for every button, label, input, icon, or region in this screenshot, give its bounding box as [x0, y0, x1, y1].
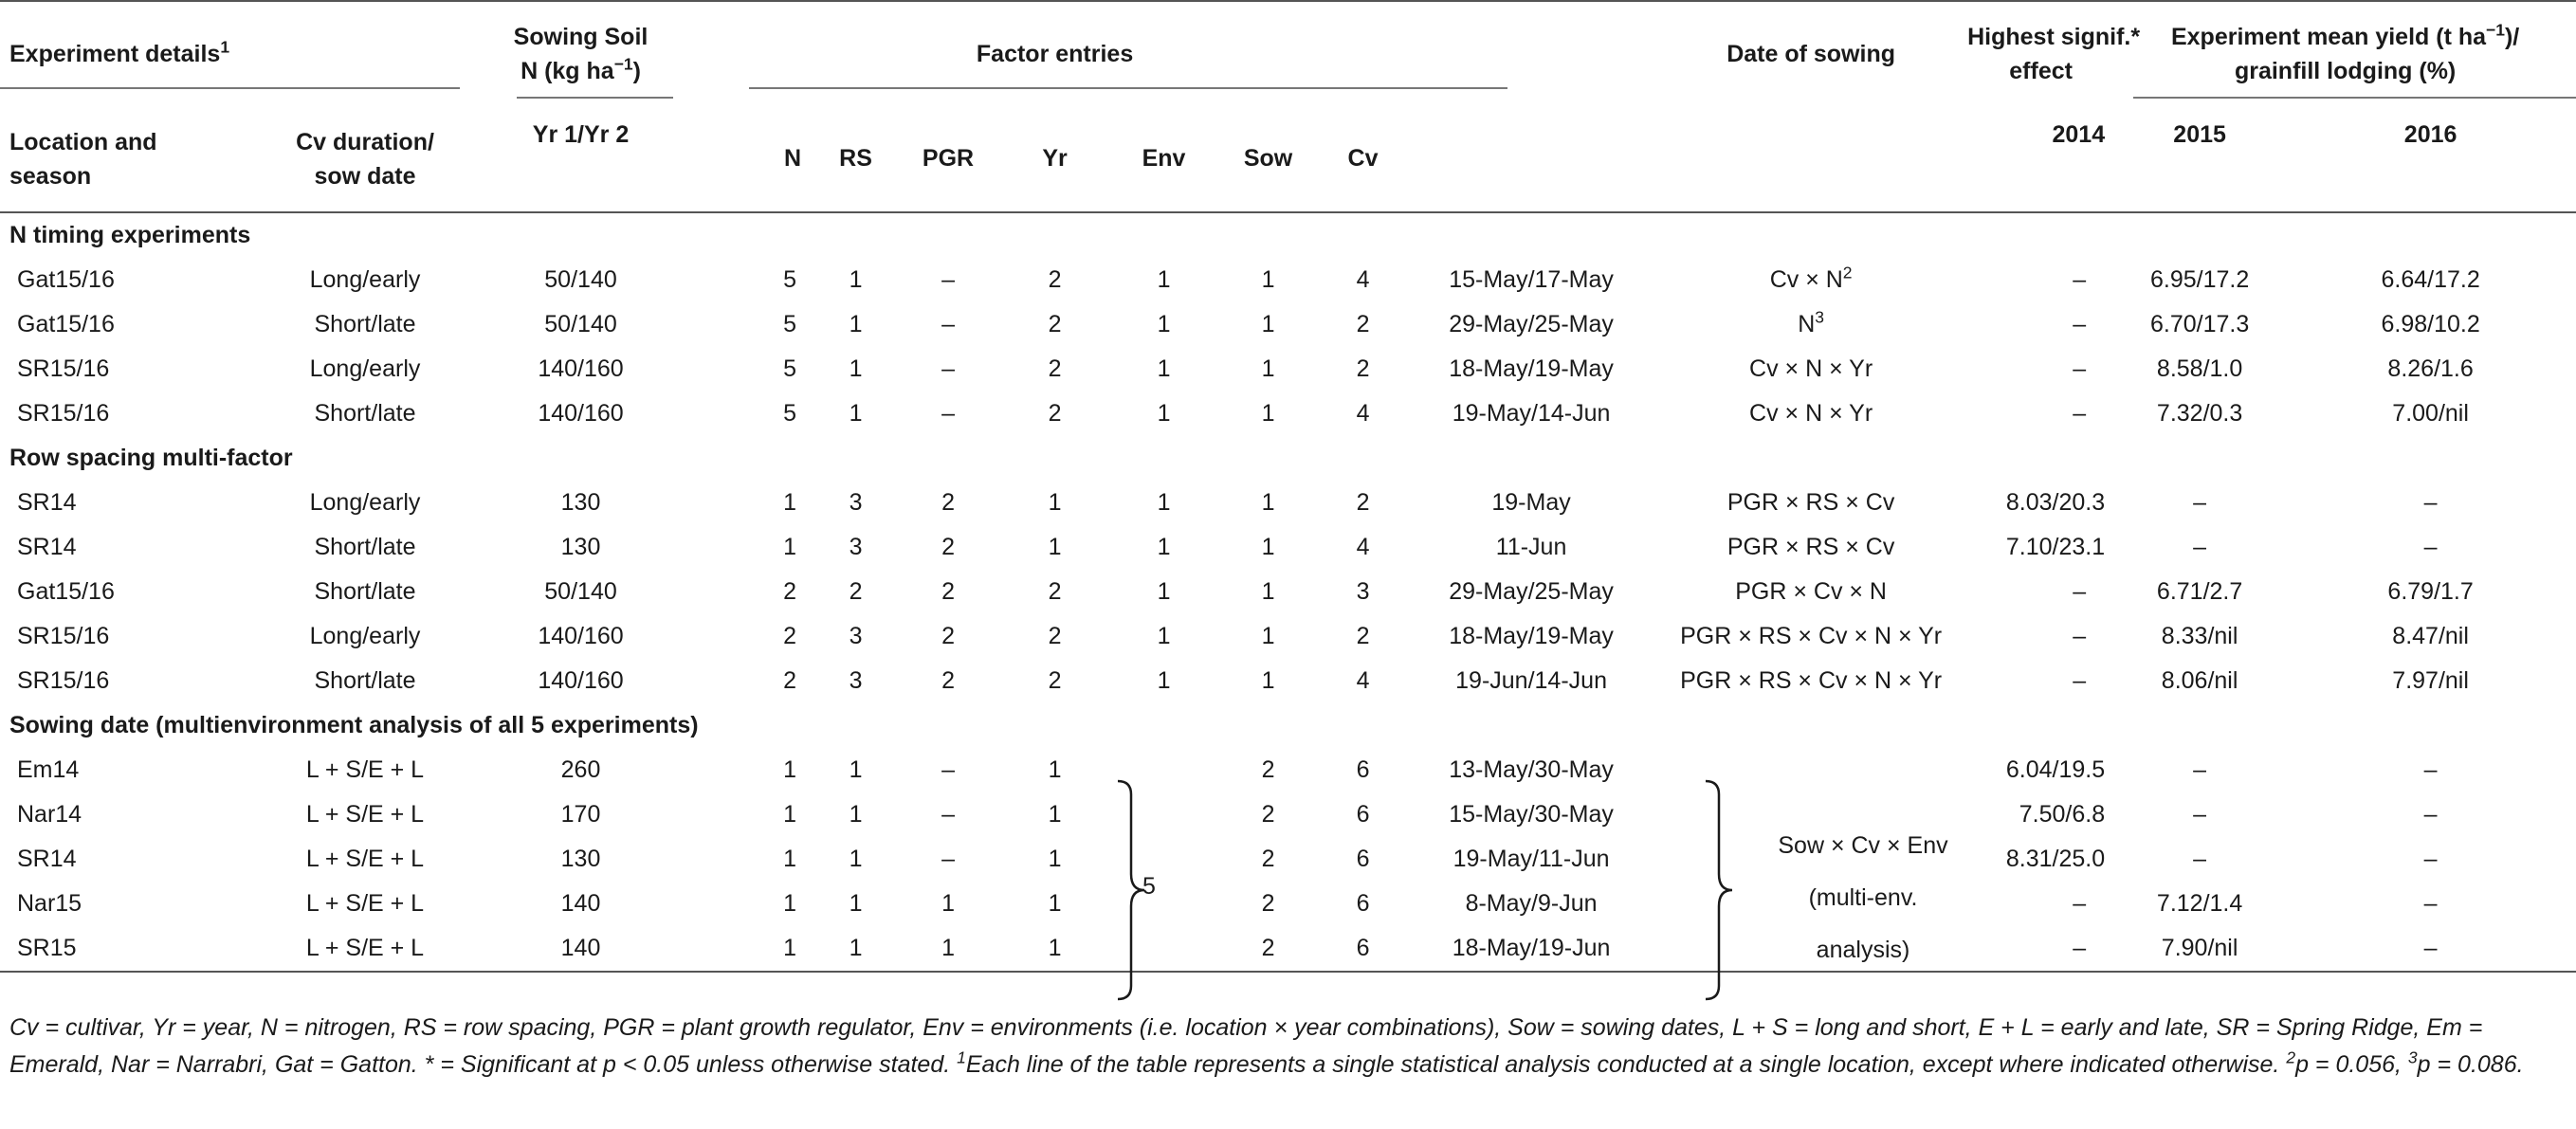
- env-count: 5: [1142, 873, 1156, 900]
- table-row: SR14 L + S/E + L 130 1 1 – 1 2 6 19-May/11-Jun 8.31/25.0 – –: [17, 846, 2438, 872]
- table-row: SR15/16 Long/early 140/160 2 3 2 2 1 1 2 18-May/19-May PGR × RS × Cv × N × Yr – 8.33/nil 8.47/nil: [17, 623, 2469, 649]
- table-row: Gat15/16 Short/late 50/140 5 1 – 2 1 1 2 29-May/25-May $N^3$ – 6.70/17.3 6.98/10.2: [17, 307, 2480, 337]
- header-location-season: Location and season: [9, 128, 157, 190]
- table-row: SR15/16 Short/late 140/160 2 3 2 2 1 1 4 19-Jun/14-Jun PGR × RS × Cv × N × Yr – 8.06/nil 7.97/nil: [17, 667, 2469, 694]
- header-col-sow: Sow: [1243, 145, 1293, 172]
- header-highest-signif: Highest signif.* effect: [1967, 24, 2141, 84]
- table-row: SR15/16 Long/early 140/160 5 1 – 2 1 1 2 18-May/19-May Cv × N × Yr – 8.58/1.0 8.26/1.6: [17, 355, 2474, 382]
- header-col-rs: RS: [839, 145, 872, 172]
- section-row-spacing: Row spacing multi-factor: [9, 445, 293, 471]
- header-mean-yield: Experiment mean yield (t $ha^{-1})/$ grainfill lodging (%): [2114, 1, 2576, 106]
- header-col-yr: Yr: [1042, 145, 1068, 172]
- table-row: SR14 Short/late 130 1 3 2 1 1 1 4 11-Jun PGR × RS × Cv 7.10/23.1 – –: [17, 534, 2438, 560]
- table-row: Nar14 L + S/E + L 170 1 1 – 1 2 6 15-May/30-May 7.50/6.8 – –: [17, 801, 2438, 828]
- header-year-2014: 2014: [2052, 121, 2106, 148]
- table-row: Gat15/16 Long/early 50/140 5 1 – 2 1 1 4 15-May/17-May $Cv \times N^2$ – 6.95/17.2 6.64/17.2: [17, 263, 2480, 293]
- table-row: SR14 Long/early 130 1 3 2 1 1 1 2 19-May PGR × RS × Cv 8.03/20.3 – –: [17, 489, 2438, 516]
- table-row: Nar15 L + S/E + L 140 1 1 1 1 2 6 8-May/9-Jun – 7.12/1.4 –: [17, 890, 2438, 917]
- table-row: Gat15/16 Short/late 50/140 2 2 2 2 1 1 3 29-May/25-May PGR × Cv × N – 6.71/2.7 6.79/1.7: [17, 578, 2474, 605]
- header-year-2016: 2016: [2403, 121, 2457, 148]
- header-year-2015: 2015: [2173, 121, 2226, 148]
- header-col-cv: Cv: [1347, 145, 1379, 172]
- header-col-n: N: [783, 145, 802, 172]
- table-row: Em14 L + S/E + L 260 1 1 – 1 2 6 13-May/30-May 6.04/19.5 – –: [17, 756, 2438, 783]
- header-col-pgr: PGR: [922, 145, 975, 172]
- header-date-of-sowing: Date of sowing: [1726, 40, 1895, 67]
- sowing-effect-label: Sow × Cv × Env (multi-env. analysis): [1778, 832, 1948, 963]
- table-row: SR15/16 Short/late 140/160 5 1 – 2 1 1 4 19-May/14-Jun Cv × N × Yr – 7.32/0.3 7.00/nil: [17, 400, 2469, 427]
- header-experiment-details: Experiment details$^1$: [0, 1, 488, 106]
- header-cv-duration: Cv duration/ sow date: [296, 128, 434, 190]
- section-n-timing: N timing experiments: [9, 222, 251, 248]
- section-sowing-date: Sowing date (multienvironment analysis of all 5 experiments): [9, 712, 699, 738]
- header-factor-entries: Factor entries: [673, 1, 1654, 106]
- table-footnote: Cv = cultivar, Yr = year, N = nitrogen, RS = row spacing, PGR = plant growth regulator, Env = environments (i.e. location × year combinations), Sow = sowing dates, L + S = long and short, E + L = early and late, SR = Spring Ridge, Em = Emerald, Nar = Narrabri, Gat = Gatton. * = Significant at p < 0.05 unless otherwise stated. $^1$Each line of the table represents a single statistical analysis conducted at a single location, except where indicated otherwise. $^2$p = 0.056, $^3$p = 0.086.: [9, 1014, 2524, 1078]
- table-row: SR15 L + S/E + L 140 1 1 1 1 2 6 18-May/19-Jun – 7.90/nil –: [0, 926, 2576, 972]
- header-yr1-yr2: Yr 1/Yr 2: [532, 121, 630, 148]
- header-col-env: Env: [1142, 145, 1186, 172]
- header-sowing-soil-n: Sowing Soil N (kg $ha^{-1}$): [488, 1, 673, 106]
